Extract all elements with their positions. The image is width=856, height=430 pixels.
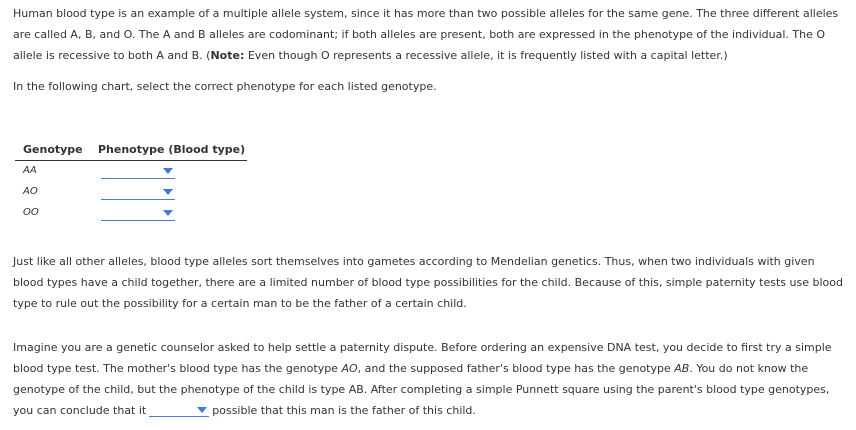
intro-paragraph: [13, 3, 843, 66]
genotype-cell: AO: [23, 186, 38, 197]
note-text: Even though O represents a recessive allele, it is frequently listed with a capital letter.): [244, 49, 728, 62]
genotype-cell: OO: [23, 207, 39, 218]
table-row: [15, 203, 247, 224]
table-header: [15, 140, 247, 161]
table-row: [15, 161, 247, 182]
scenario-text-2: , and the supposed father's blood type has the genotype: [357, 362, 675, 375]
note-label: Note:: [210, 49, 245, 62]
mendel-paragraph: Just like all other alleles, blood type alleles sort themselves into gametes according to Mendelian genetics. Thus, when two individuals with given blood types have a child together, there are a limited number of blood type possibilities for the child. Because of this, simple paternity tests use blood type to rule out the possibility for a certain man to be the father of a certain child.: [13, 255, 843, 310]
genotype-header: Genotype: [23, 143, 83, 156]
scenario-text-3: . You do not know the genotype of the child, but the phenotype of the child is type AB. After completing a simple Punnett square using the parent's blood type genotypes, you can conclude that it: [13, 362, 830, 417]
genotype-cell: AA: [23, 165, 37, 176]
instruction-text: In the following chart, select the correct phenotype for each listed genotype.: [13, 80, 437, 93]
phenotype-dropdown-aa[interactable]: [101, 162, 175, 179]
chevron-down-icon: [163, 189, 173, 195]
mother-genotype: AO: [341, 362, 358, 375]
scenario-paragraph: [13, 337, 843, 421]
phenotype-dropdown-oo[interactable]: [101, 204, 175, 221]
phenotype-header: Phenotype (Blood type): [98, 143, 246, 156]
genotype-phenotype-table: [15, 140, 247, 224]
intro-text: Human blood type is an example of a multiple allele system, since it has more than two possible alleles for the same gene. The three different alleles are called A, B, and O. The A and B alleles are codominant; if both alleles are present, both are expressed in the phenotype of the individual. The O allele is recessive to both A and B. (: [13, 7, 839, 62]
paternity-conclusion-dropdown[interactable]: [149, 401, 209, 417]
chevron-down-icon: [163, 210, 173, 216]
scenario-text-1: Imagine you are a genetic counselor asked to help settle a paternity dispute. Before ordering an expensive DNA test, you decide to first try a simple blood type test. The mother's blood type has the genotype: [13, 341, 832, 375]
father-genotype: AB: [674, 362, 690, 375]
chevron-down-icon: [197, 407, 207, 413]
table-row: [15, 182, 247, 203]
chevron-down-icon: [163, 168, 173, 174]
phenotype-dropdown-ao[interactable]: [101, 183, 175, 200]
scenario-text-4: possible that this man is the father of this child.: [212, 404, 476, 417]
